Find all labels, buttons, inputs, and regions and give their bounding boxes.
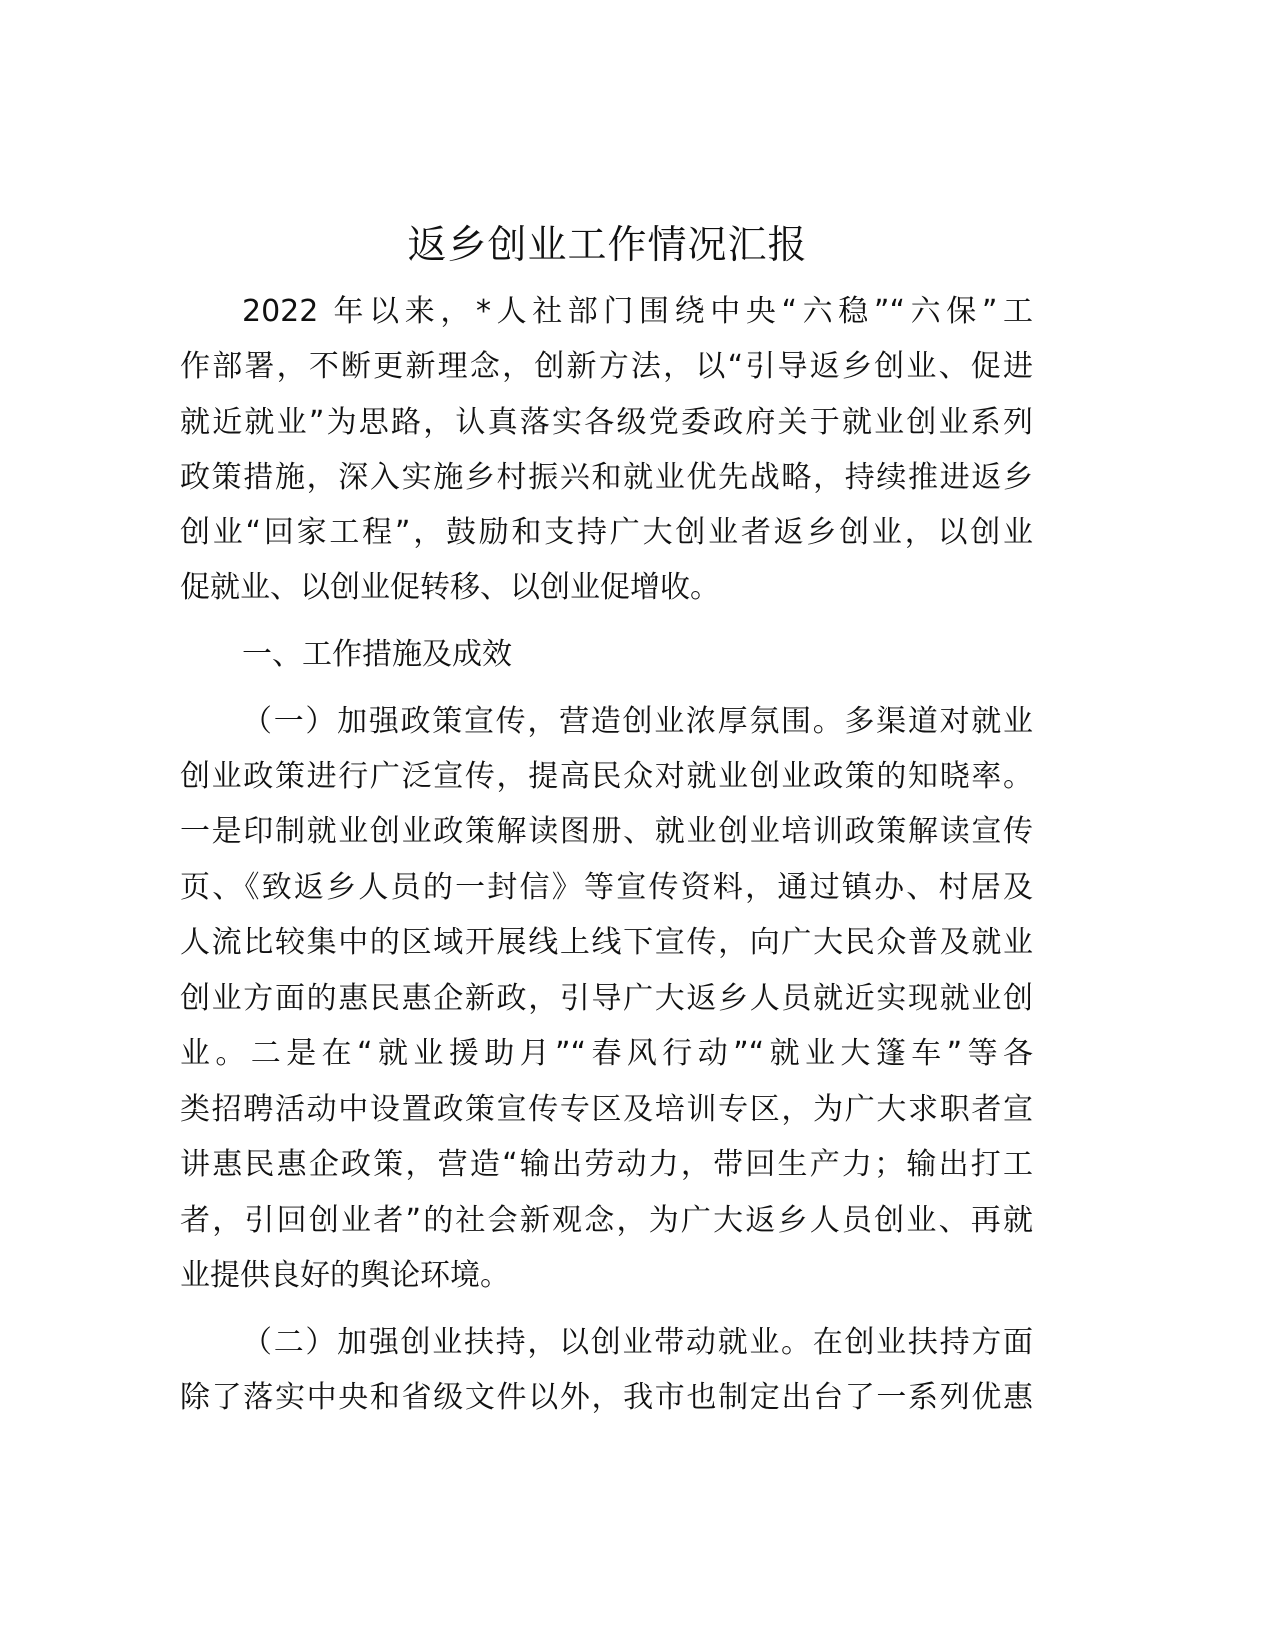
subsection-1-paragraph-line: 业。二是在“就业援助月”“春风行动”“就业大篷车”等各 (180, 1036, 1033, 1071)
subsection-1-paragraph-line: 创业政策进行广泛宣传，提高民众对就业创业政策的知晓率。 (180, 759, 1033, 794)
page-title: 返乡创业工作情况汇报 (407, 223, 808, 268)
intro-paragraph-line: 政策措施，深入实施乡村振兴和就业优先战略，持续推进返乡 (180, 460, 1033, 495)
subsection-1-paragraph-line: 人流比较集中的区域开展线上线下宣传，向广大民众普及就业 (180, 925, 1033, 960)
intro-paragraph-line: 2022 年以来，*人社部门围绕中央“六稳”“六保”工 (242, 294, 1033, 329)
intro-paragraph-line: 作部署，不断更新理念，创新方法，以“引导返乡创业、促进 (180, 349, 1033, 384)
subsection-1-paragraph-line: 一是印制就业创业政策解读图册、就业创业培训政策解读宣传 (180, 814, 1033, 849)
subsection-1-paragraph-line: 页、《致返乡人员的一封信》等宣传资料，通过镇办、村居及 (180, 870, 1033, 905)
subsection-1-paragraph-line: 者，引回创业者”的社会新观念，为广大返乡人员创业、再就 (180, 1203, 1033, 1238)
subsection-1-paragraph-line: 业提供良好的舆论环境。 (180, 1258, 510, 1293)
subsection-2-paragraph-line: 除了落实中央和省级文件以外，我市也制定出台了一系列优惠 (180, 1380, 1033, 1415)
intro-paragraph-line: 促就业、以创业促转移、以创业促增收。 (180, 570, 720, 605)
subsection-1-paragraph-line: 类招聘活动中设置政策宣传专区及培训专区，为广大求职者宣 (180, 1092, 1033, 1127)
section-heading-line: 一、工作措施及成效 (242, 637, 512, 672)
subsection-1-paragraph-line: 讲惠民惠企政策，营造“输出劳动力，带回生产力；输出打工 (180, 1147, 1033, 1182)
subsection-1-paragraph-line: 创业方面的惠民惠企新政，引导广大返乡人员就近实现就业创 (180, 981, 1033, 1016)
subsection-1-paragraph-line: （一）加强政策宣传，营造创业浓厚氛围。多渠道对就业 (242, 704, 1033, 739)
subsection-2-paragraph-line: （二）加强创业扶持，以创业带动就业。在创业扶持方面 (242, 1325, 1033, 1360)
intro-paragraph-line: 创业“回家工程”，鼓励和支持广大创业者返乡创业，以创业 (180, 515, 1033, 550)
intro-paragraph-line: 就近就业”为思路，认真落实各级党委政府关于就业创业系列 (180, 405, 1033, 440)
